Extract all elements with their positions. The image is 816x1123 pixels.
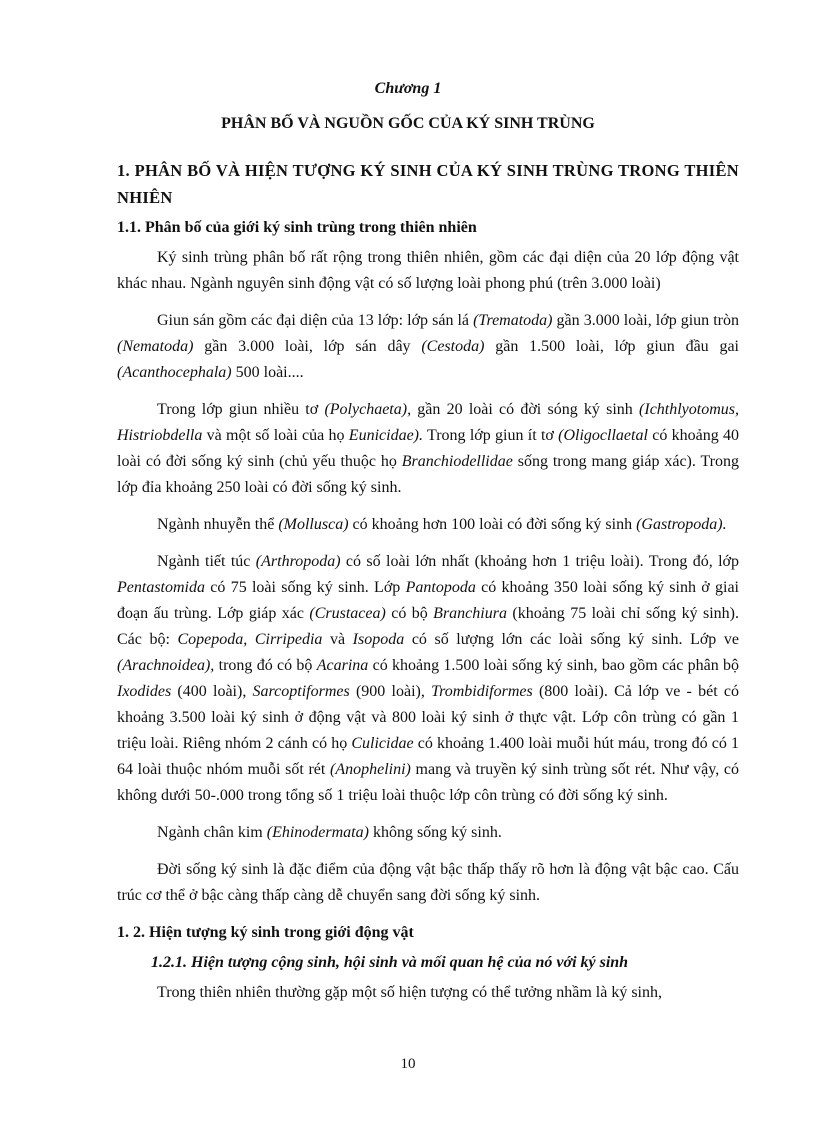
section-1-heading: 1. PHÂN BỐ VÀ HIỆN TƯỢNG KÝ SINH CỦA KÝ SINH TRÙNG TRONG THIÊN NHIÊN	[117, 161, 739, 207]
paragraph-5	[117, 549, 739, 809]
section-1-2-1-heading: 1.2.1. Hiện tượng cộng sinh, hội sinh và mối quan hệ của nó với ký sinh	[151, 954, 629, 971]
text-run: Ngành chân kim	[157, 824, 267, 841]
taxon-name: (Nematoda)	[117, 338, 194, 355]
text-run: gần 3.000 loài, lớp sán dây	[193, 338, 422, 355]
text-run: mang và truyền ký sinh trùng sốt rét. Như vậy, có không dưới 50-.000 trong tổng số 1 triệu loài thuộc lớp côn trùng có đời sống ký sinh.	[117, 761, 740, 804]
taxon-name: Pentastomida	[117, 579, 205, 596]
paragraph-7: Đời sống ký sinh là đặc điểm của động vật bậc thấp thấy rõ hơn là động vật bậc cao. Cấu trúc cơ thể ở bậc càng thấp càng dễ chuyển sang đời sống ký sinh.	[117, 861, 739, 904]
taxon-name: (Gastropoda).	[636, 516, 727, 533]
text-run: (khoảng 75 loài chỉ sống ký sinh). Các bộ:	[117, 605, 739, 648]
taxon-name: (Acanthocephala)	[117, 364, 232, 381]
taxon-name: (Arthropoda)	[255, 553, 341, 570]
taxon-name: Eunicidae).	[348, 427, 423, 444]
text-run: và một số loài của họ	[202, 427, 349, 444]
taxon-name: (Trematoda)	[473, 312, 553, 329]
text-run: gần 1.500 loài, lớp giun đầu gai	[484, 338, 739, 355]
paragraph-8: Trong thiên nhiên thường gặp một số hiện tượng có thể tưởng nhầm là ký sinh,	[157, 984, 662, 1001]
text-run: gần 20 loài có đời sóng ký sinh	[411, 401, 640, 418]
taxon-name: (Ehinodermata)	[266, 824, 369, 841]
taxon-name: Copepoda, Cirripedia	[177, 631, 323, 648]
text-run: không sống ký sinh.	[368, 824, 502, 841]
page-number: 10	[400, 1056, 416, 1072]
text-run: có 75 loài sống ký sinh. Lớp	[205, 579, 406, 596]
text-run: có khoảng 1.500 loài sống ký sinh, bao gồm các phân bộ	[368, 657, 740, 674]
text-run: Ngành nhuyễn thể	[157, 516, 279, 533]
taxon-name: (Oligocllaetal	[558, 427, 648, 444]
taxon-name: (Cestoda)	[421, 338, 485, 355]
text-run: trong đó có bộ	[214, 657, 317, 674]
taxon-name: Ixodides	[117, 683, 172, 700]
taxon-name: (Anophelini)	[330, 761, 411, 778]
text-run: (900 loài),	[349, 683, 432, 700]
page-content	[117, 157, 739, 1017]
text-run: có bộ	[385, 605, 434, 622]
text-run: Trong lớp giun ít tơ	[423, 427, 559, 444]
text-run: Ngành tiết túc	[157, 553, 256, 570]
taxon-name: Branchiura	[433, 605, 507, 622]
taxon-name: (Arachnoidea),	[117, 657, 215, 674]
text-run: có số lượng lớn các loài sống ký sinh. Lớp ve	[404, 631, 739, 648]
taxon-name: Branchiodellidae	[401, 453, 513, 470]
taxon-name: (Mollusca)	[278, 516, 349, 533]
taxon-name: Isopoda	[352, 631, 405, 648]
taxon-name: Trombidiformes	[431, 683, 533, 700]
paragraph-3	[117, 397, 739, 501]
text-run: có khoảng hơn 100 loài có đời sống ký sinh	[348, 516, 637, 533]
taxon-name: Acarina	[316, 657, 369, 674]
text-run: có khoảng 350 loài sống ký sinh ở giai đoạn ấu trùng. Lớp giáp xác	[117, 579, 740, 622]
taxon-name: Sarcoptiformes	[252, 683, 350, 700]
paragraph-2	[117, 308, 739, 386]
taxon-name: (Ichthlyotomus, Histriobdella	[117, 401, 740, 444]
text-run: có khoảng 1.400 loài muỗi hút máu, trong đó có 1 64 loài thuộc nhóm muỗi sốt rét	[117, 735, 740, 778]
paragraph-4	[117, 512, 739, 538]
text-run: (800 loài). Cả lớp ve - bét có khoảng 3.500 loài ký sinh ở động vật và 800 loài ký sinh ở thực vật. Lớp côn trùng có gần 1 triệu loài. Riêng nhóm 2 cánh có họ	[117, 683, 739, 752]
text-run: (400 loài),	[171, 683, 253, 700]
text-run: Trong lớp giun nhiều tơ	[157, 401, 325, 418]
section-1-2-heading: 1. 2. Hiện tượng ký sinh trong giới động vật	[117, 924, 414, 941]
text-run: Giun sán gồm các đại diện của 13 lớp: lớp sán lá	[157, 312, 474, 329]
paragraph-1: Ký sinh trùng phân bố rất rộng trong thiên nhiên, gồm các đại diện của 20 lớp động vật khác nhau. Ngành nguyên sinh động vật có số lượng loài phong phú (trên 3.000 loài)	[117, 249, 739, 292]
paragraph-6	[117, 820, 739, 846]
section-1-1-heading: 1.1. Phân bố của giới ký sinh trùng trong thiên nhiên	[117, 219, 477, 236]
chapter-title: PHÂN BỐ VÀ NGUỒN GỐC CỦA KÝ SINH TRÙNG	[221, 115, 595, 132]
text-run: 500 loài....	[231, 364, 304, 381]
text-run: gần 3.000 loài, lớp giun tròn	[552, 312, 740, 329]
taxon-name: (Polychaeta),	[324, 401, 412, 418]
chapter-label: Chương 1	[374, 80, 442, 97]
taxon-name: (Crustacea)	[309, 605, 386, 622]
text-run: có số loài lớn nhất (khoảng hơn 1 triệu loài). Trong đó, lớp	[340, 553, 739, 570]
taxon-name: Pantopoda	[405, 579, 476, 596]
text-run: có khoảng 40 loài có đời sống ký sinh (chủ yếu thuộc họ	[117, 427, 739, 470]
text-run: và	[322, 631, 353, 648]
text-run: sống trong mang giáp xác). Trong lớp đỉa khoảng 250 loài có đời sống ký sinh.	[117, 453, 740, 496]
taxon-name: Culicidae	[351, 735, 414, 752]
